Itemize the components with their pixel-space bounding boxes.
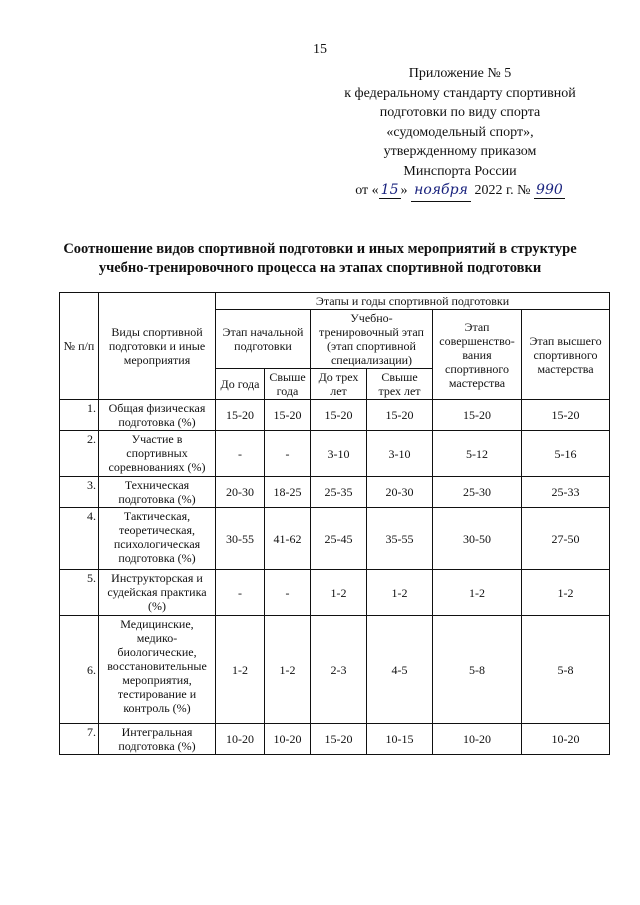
document-title	[40, 240, 600, 278]
cell-improvement: 30-50	[433, 508, 522, 570]
cell-initial-y2: 1-2	[265, 616, 311, 724]
order-date-line	[310, 181, 610, 202]
date-close: »	[400, 183, 408, 198]
handwritten-day: 15	[380, 182, 399, 198]
header-num: № п/п	[60, 293, 99, 400]
table-row	[60, 508, 610, 570]
row-number: 4.	[60, 508, 99, 570]
table-row	[60, 477, 610, 508]
header-stage-training: Учебно-тренировочный этап (этап спортивной специализации)	[311, 310, 433, 369]
cell-highest: 15-20	[522, 400, 610, 431]
row-kind: Тактическая, теоретическая, психологическая подготовка (%)	[99, 508, 216, 570]
header-kind: Виды спортивной подготовки и иные мероприятия	[99, 293, 216, 400]
training-ratio-table	[59, 292, 610, 755]
cell-initial-y2: -	[265, 431, 311, 477]
cell-training-y2: 35-55	[367, 508, 433, 570]
appendix-line: Приложение № 5	[408, 66, 512, 81]
cell-highest: 1-2	[522, 570, 610, 616]
header-training-y1: До трех лет	[311, 369, 367, 400]
row-kind: Инструкторская и судейская практика (%)	[99, 570, 216, 616]
cell-initial-y1: 1-2	[216, 616, 265, 724]
appendix-block	[310, 64, 610, 202]
cell-improvement: 5-12	[433, 431, 522, 477]
cell-highest: 5-8	[522, 616, 610, 724]
cell-improvement: 1-2	[433, 570, 522, 616]
cell-improvement: 15-20	[433, 400, 522, 431]
cell-training-y1: 15-20	[311, 400, 367, 431]
table-row	[60, 616, 610, 724]
table-row	[60, 400, 610, 431]
header-initial-y1: До года	[216, 369, 265, 400]
header-stage-initial: Этап начальной подготовки	[216, 310, 311, 369]
cell-highest: 5-16	[522, 431, 610, 477]
cell-training-y2: 3-10	[367, 431, 433, 477]
cell-initial-y2: 41-62	[265, 508, 311, 570]
row-kind: Участие в спортивных соревнованиях (%)	[99, 431, 216, 477]
handwritten-order-number: 990	[536, 182, 563, 198]
row-number: 5.	[60, 570, 99, 616]
header-training-y2: Свыше трех лет	[367, 369, 433, 400]
row-number: 2.	[60, 431, 99, 477]
cell-improvement: 10-20	[433, 724, 522, 755]
handwritten-month: ноября	[411, 181, 471, 202]
cell-training-y1: 2-3	[311, 616, 367, 724]
table-row	[60, 431, 610, 477]
cell-training-y2: 20-30	[367, 477, 433, 508]
cell-training-y1: 3-10	[311, 431, 367, 477]
cell-training-y2: 15-20	[367, 400, 433, 431]
cell-highest: 27-50	[522, 508, 610, 570]
cell-initial-y2: 10-20	[265, 724, 311, 755]
cell-initial-y1: -	[216, 431, 265, 477]
header-stages-group: Этапы и годы спортивной подготовки	[216, 293, 610, 310]
title-line: учебно-тренировочного процесса на этапах спортивной подготовки	[98, 260, 542, 276]
cell-initial-y2: 15-20	[265, 400, 311, 431]
cell-training-y1: 1-2	[311, 570, 367, 616]
row-number: 1.	[60, 400, 99, 431]
date-prefix: от «	[355, 183, 379, 198]
cell-training-y2: 4-5	[367, 616, 433, 724]
page-number: 15	[313, 42, 327, 57]
cell-initial-y1: -	[216, 570, 265, 616]
cell-improvement: 25-30	[433, 477, 522, 508]
cell-training-y1: 25-35	[311, 477, 367, 508]
appendix-line: «судомодельный спорт»,	[386, 124, 534, 140]
table-row	[60, 570, 610, 616]
title-line: Соотношение видов спортивной подготовки и иных мероприятий в структуре	[63, 241, 577, 257]
table-row	[60, 724, 610, 755]
cell-initial-y1: 10-20	[216, 724, 265, 755]
cell-training-y1: 15-20	[311, 724, 367, 755]
cell-highest: 25-33	[522, 477, 610, 508]
appendix-line: подготовки по виду спорта	[379, 105, 541, 120]
row-number: 6.	[60, 616, 99, 724]
row-kind: Техническая подготовка (%)	[99, 477, 216, 508]
date-year: 2022 г. №	[474, 183, 531, 198]
row-number: 3.	[60, 477, 99, 508]
header-initial-y2: Свыше года	[265, 369, 311, 400]
appendix-line: к федеральному стандарту спортивной	[344, 85, 576, 101]
appendix-line: утвержденному приказом	[383, 144, 537, 159]
cell-initial-y1: 15-20	[216, 400, 265, 431]
cell-improvement: 5-8	[433, 616, 522, 724]
cell-initial-y1: 30-55	[216, 508, 265, 570]
cell-initial-y2: -	[265, 570, 311, 616]
header-stage-improvement: Этап совершенство-вания спортивного мастерства	[433, 310, 522, 400]
cell-initial-y2: 18-25	[265, 477, 311, 508]
cell-initial-y1: 20-30	[216, 477, 265, 508]
cell-highest: 10-20	[522, 724, 610, 755]
row-number: 7.	[60, 724, 99, 755]
row-kind: Интегральная подготовка (%)	[99, 724, 216, 755]
header-stage-highest: Этап высшего спортивного мастерства	[522, 310, 610, 400]
cell-training-y2: 1-2	[367, 570, 433, 616]
appendix-line: Минспорта России	[403, 163, 517, 179]
cell-training-y2: 10-15	[367, 724, 433, 755]
cell-training-y1: 25-45	[311, 508, 367, 570]
row-kind: Медицинские, медико-биологические, восстановительные мероприятия, тестирование и контроль (%)	[99, 616, 216, 724]
row-kind: Общая физическая подготовка (%)	[99, 400, 216, 431]
